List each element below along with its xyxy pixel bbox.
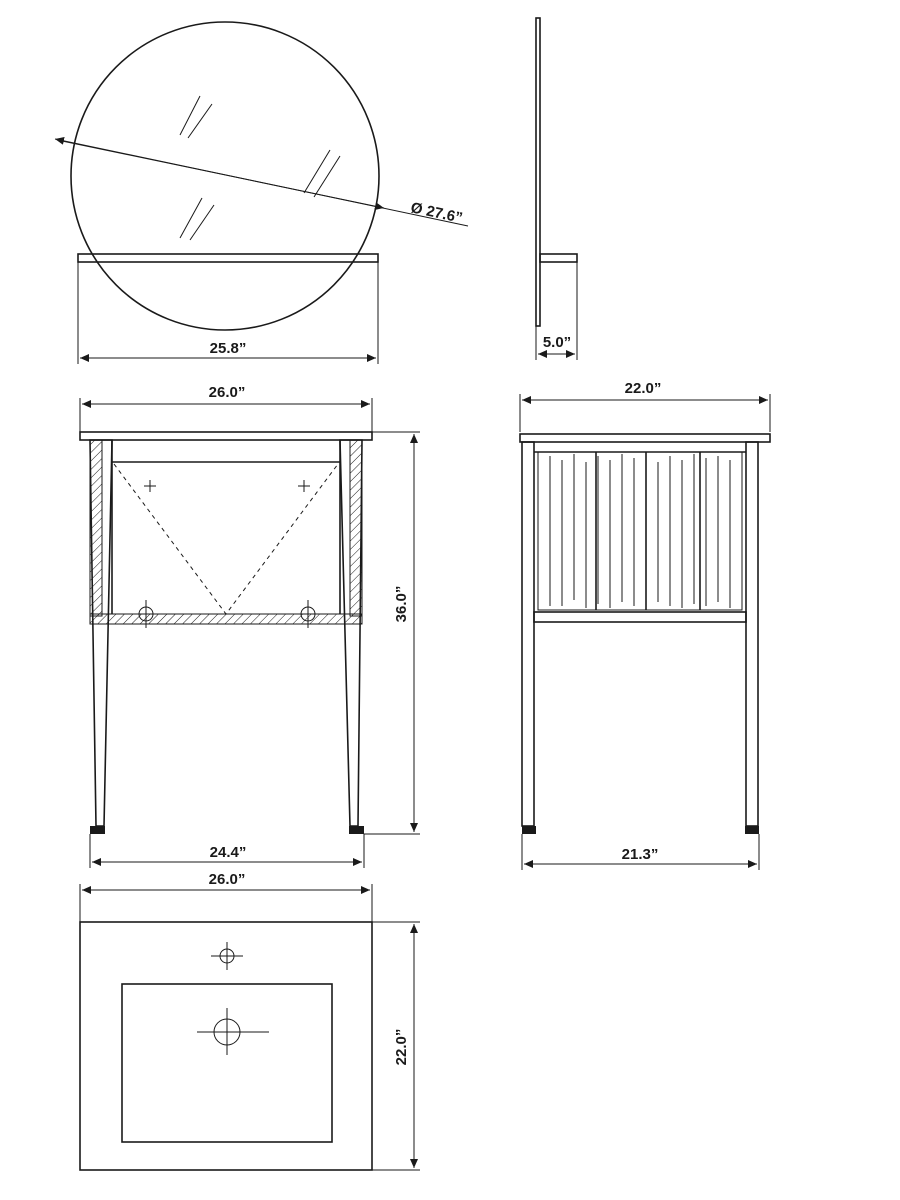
countertop-outline: [80, 922, 372, 1170]
mirror-side-panel: [536, 18, 540, 326]
vanity-front-view: [80, 384, 420, 868]
mirror-front-view: [55, 22, 468, 364]
mirror-width-label: 25.8”: [209, 340, 247, 357]
vanity-countertop-front: [80, 432, 372, 440]
basin-outline: [122, 984, 332, 1142]
faucet-hole-marker: [211, 942, 243, 970]
vanity-side-view: [520, 380, 770, 870]
side-back-leg: [522, 442, 534, 826]
bottom-shelf-section: [90, 614, 362, 624]
mounting-point-markers: [134, 480, 320, 628]
mirror-diameter-label: Ø 27.6”: [409, 199, 465, 227]
mirror-depth-label: 5.0”: [542, 334, 572, 351]
side-bottom-rail: [534, 612, 746, 622]
countertop-top-view: [80, 871, 420, 1170]
vanity-base-width-label: 24.4”: [209, 844, 247, 861]
fluted-door-panel: [538, 452, 742, 610]
left-side-section: [90, 440, 102, 616]
mirror-shelf: [78, 254, 378, 262]
mirror-outline: [71, 22, 379, 330]
drain-hole-marker: [197, 1008, 269, 1055]
side-base-depth-label: 21.3”: [621, 846, 659, 863]
side-front-leg: [746, 442, 758, 826]
mirror-glare-marks: [180, 96, 340, 240]
side-top-depth-label: 22.0”: [624, 380, 662, 397]
side-countertop: [520, 434, 770, 442]
mirror-side-view: [536, 18, 577, 360]
mirror-side-shelf: [540, 254, 577, 262]
countertop-width-label: 26.0”: [208, 871, 246, 888]
vanity-height-label: 36.0”: [393, 585, 410, 623]
vanity-top-width-label: 26.0”: [208, 384, 246, 401]
countertop-depth-label: 22.0”: [393, 1028, 410, 1066]
right-side-section: [350, 440, 362, 616]
